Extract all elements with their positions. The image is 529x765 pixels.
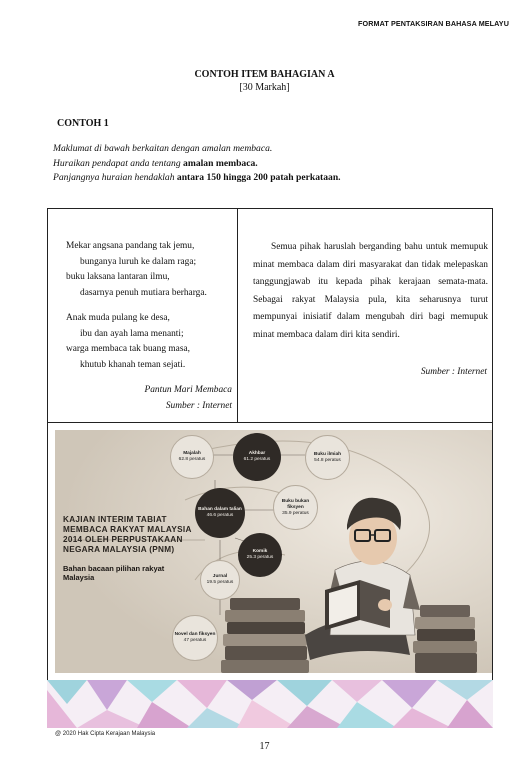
pantun-line: dasarnya penuh mutiara berharga. bbox=[80, 287, 207, 298]
pantun-line: khutub khanah teman sejati. bbox=[80, 359, 186, 370]
pantun-line: bunganya luruh ke dalam raga; bbox=[80, 256, 197, 267]
page-title bbox=[0, 68, 529, 94]
pantun-line: ibu dan ayah lama menanti; bbox=[80, 328, 184, 339]
pantun-line: buku laksana lantaran ilmu, bbox=[66, 272, 170, 282]
bubble-majalah bbox=[170, 435, 214, 479]
pantun-line: Anak muda pulang ke desa, bbox=[66, 313, 170, 323]
instruction-line-2-bold: amalan membaca. bbox=[183, 157, 258, 169]
bubble-label: Buku bukan fiksyen bbox=[281, 498, 310, 510]
bubble-label: Buku ilmiah bbox=[313, 451, 342, 457]
bubble-label: Komik bbox=[252, 549, 268, 554]
bubble-value: 54.8 peratus bbox=[314, 457, 341, 463]
section-label: CONTOH 1 bbox=[57, 118, 109, 129]
book-stack-right-icon bbox=[413, 605, 477, 673]
instruction-line-1: Maklumat di bawah berkaitan dengan amalan membaca. bbox=[53, 143, 273, 154]
page-number: 17 bbox=[259, 741, 270, 752]
infographic-title: KAJIAN INTERIM TABIAT MEMBACA RAKYAT MALAYSIA 2014 OLEH PERPUSTAKAAN NEGARA MALAYSIA (PNM) bbox=[63, 515, 192, 554]
bubble-value: 62.8 peratus bbox=[178, 457, 206, 462]
bubble-value: 35.9 peratus bbox=[282, 510, 309, 516]
bubble-label: Akhbar bbox=[248, 451, 266, 456]
reading-habits-infographic bbox=[55, 430, 492, 673]
bubble-bahan-dalam-talian bbox=[195, 488, 245, 538]
stimulus-paragraph: Semua pihak haruslah berganding bahu untuk memupuk minat membaca dalam diri masyarakat dan tidak melepaskan tanggungjawab itu kepada pihak kerajaan semata-mata. Sebagai rakyat Malaysia pula, kita seharusnya turut mempunyai inisiatif dalam mengubah diri bagi memupuk minat membaca dalam diri kita sendiri. bbox=[253, 242, 488, 340]
paragraph-source: Sumber : Internet bbox=[420, 367, 487, 377]
bubble-value: 47 peratus bbox=[183, 638, 207, 643]
bubble-komik bbox=[238, 533, 282, 577]
infographic-subtitle: Bahan bacaan pilihan rakyat Malaysia bbox=[63, 564, 165, 582]
instruction-line-3-italic: Panjangnya huraian hendaklah bbox=[53, 172, 177, 183]
bubble-value: 46.6 peratus bbox=[206, 513, 234, 518]
bubble-jurnal bbox=[200, 560, 240, 600]
bubble-value: 25.3 peratus bbox=[246, 555, 274, 560]
copyright-notice: @ 2020 Hak Cipta Kerajaan Malaysia bbox=[55, 731, 156, 737]
bubble-buku-bukan-fiksyen bbox=[273, 485, 318, 530]
pantun-line: warga membaca tak buang masa, bbox=[66, 344, 190, 354]
bubble-label: Bahan dalam talian bbox=[198, 507, 242, 512]
instruction-line-3-bold: antara 150 hingga 200 patah perkataan. bbox=[176, 172, 341, 183]
pantun-line: Mekar angsana pandang tak jemu, bbox=[66, 241, 195, 251]
pantun-title: Pantun Mari Membaca bbox=[144, 385, 232, 395]
bubble-value: 61.2 peratus bbox=[243, 457, 271, 462]
title-marks: [30 Markah] bbox=[239, 82, 290, 93]
bubble-label: Jurnal bbox=[212, 574, 228, 579]
pantun-block bbox=[66, 239, 236, 414]
bubble-value: 19.5 peratus bbox=[206, 580, 234, 585]
bubble-label: Novel dan fiksyen bbox=[174, 632, 216, 637]
bubble-label: Majalah bbox=[183, 451, 201, 456]
geometric-pattern-icon bbox=[47, 680, 493, 728]
stimulus-frame bbox=[47, 208, 493, 682]
title-main: CONTOH ITEM BAHAGIAN A bbox=[194, 69, 335, 80]
column-divider bbox=[237, 209, 238, 423]
instructions bbox=[53, 142, 341, 186]
book-stack-left-icon bbox=[221, 598, 309, 673]
bubble-buku-ilmiah bbox=[305, 435, 350, 480]
instruction-line-2-italic: Huraikan pendapat anda tentang bbox=[53, 157, 184, 169]
decorative-footer-band bbox=[47, 680, 493, 728]
row-divider bbox=[48, 422, 492, 423]
pantun-source: Sumber : Internet bbox=[165, 400, 232, 411]
bubble-novel-dan-fiksyen bbox=[172, 615, 218, 661]
bubble-akhbar bbox=[233, 433, 281, 481]
format-header: FORMAT PENTAKSIRAN BAHASA MELAYU bbox=[358, 19, 509, 28]
